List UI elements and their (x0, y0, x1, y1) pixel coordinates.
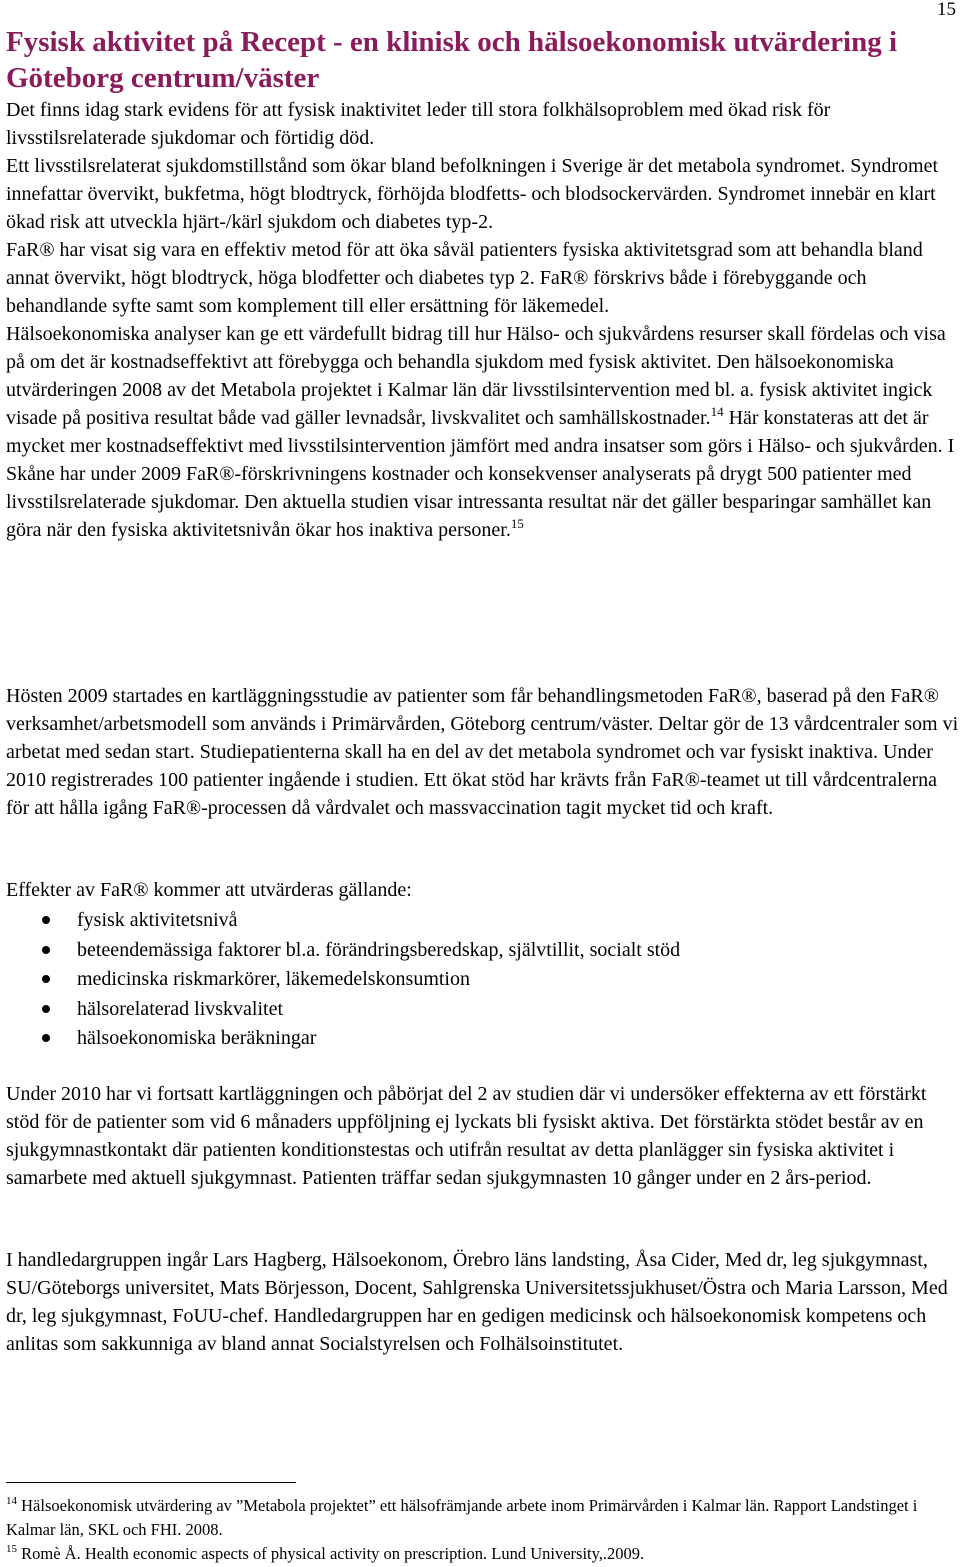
footnote-ref-15[interactable]: 15 (510, 516, 524, 531)
page-number: 15 (937, 0, 956, 20)
list-item-text: fysisk aktivitetsnivå (77, 909, 238, 931)
effects-list (0, 906, 960, 1054)
paragraph-far-method: FaR® har visat sig vara en effektiv metod för att öka såväl patienters fysiska aktivitetsgrad som att behandla bland annat övervikt, högt blodtryck, höga blodfetter och diabetes typ 2. FaR® förskrivs både i förebyggande och behandlande syfte samt som komplement till eller ersättning för läkemedel. (6, 239, 923, 317)
footnote-text: Romè Å. Health economic aspects of physical activity on prescription. Lund University,.2009. (17, 1544, 645, 1563)
list-item-text: beteendemässiga faktorer bl.a. förändringsberedskap, självtillit, socialt stöd (77, 938, 681, 961)
footnote-14 (6, 1494, 960, 1542)
page-title: Fysisk aktivitet på Recept - en klinisk och hälsoekonomisk utvärdering i Göteborg centrum/väster (6, 26, 898, 94)
list-item (0, 965, 960, 995)
paragraph-evidence: Det finns idag stark evidens för att fysisk inaktivitet leder till stora folkhälsoproblem med ökad risk för livsstilsrelaterade sjukdomar och förtidig död. (6, 99, 831, 149)
footnote-number: 15 (6, 1543, 17, 1555)
paragraph-study-2009: Hösten 2009 startades en kartläggningsstudie av patienter som får behandlingsmetoden FaR®, baserad på den FaR® verksamhet/arbetsmodell som används i Primärvården, Göteborg centrum/väster. Deltar gör de 13 vårdcentraler som vi arbetat med sedan start. Studiepatienterna skall ha en del av det metabola syndromet och var fysiskt inaktiva. Under 2010 registrerades 100 patienter ingående i studien. Ett ökat stöd har krävts från FaR®-teamet ut till vårdcentralerna för att hålla igång FaR®-processen då vårdvalet och massvaccination tagit mycket tid och kraft. (6, 685, 959, 819)
paragraph-health-economics (6, 320, 960, 544)
health-economics-text-a: Hälsoekonomiska analyser kan ge ett värdefullt bidrag till hur Hälso- och sjukvårdens resurser skall fördelas och visa på om det är kostnadseffektivt att förebygga och behandla sjukdom med fysisk aktivitet. Den hälsoekonomiska utvärderingen 2008 av det Metabola projektet i Kalmar län där livsstilsintervention med bl. a. fysisk aktivitet ingick visade på positiva resultat både vad gäller levnadsår, livskvalitet och samhällskostnader. (6, 323, 946, 429)
effects-intro: Effekter av FaR® kommer att utvärderas gällande: (6, 879, 412, 901)
footnotes (6, 1494, 960, 1566)
paragraph-metabolic-syndrome: Ett livsstilsrelaterat sjukdomstillstånd som ökar bland befolkningen i Sverige är det metabola syndromet. Syndromet innefattar övervikt, bukfetma, högt blodtryck, förhöjda blodfetts- och blodsockervärden. Syndromet innebär en klart ökad risk att utveckla hjärt-/kärl sjukdom och diabetes typ-2. (6, 155, 939, 233)
bullet-icon (42, 1034, 50, 1042)
health-economics-text-b: Här konstateras att det är mycket mer kostnadseffektivt med livsstilsintervention jämfört med andra insatser som görs i Hälso- och sjukvården. I Skåne har under 2009 FaR®-förskrivningens kostnader och konsekvenser analyserats på drygt 500 patienter med livsstilsrelaterade sjukdomar. Den aktuella studien visar intressanta resultat när det gäller besparingar samhället kan göra när den fysiska aktivitetsnivån ökar hos inaktiva personer. (6, 407, 955, 541)
footnote-text: Hälsoekonomisk utvärdering av ”Metabola projektet” ett hälsofrämjande arbete inom Primärvården i Kalmar län. Rapport Landstinget i Kalmar län, SKL och FHI. 2008. (6, 1496, 918, 1539)
list-item (0, 995, 960, 1025)
bullet-icon (42, 1005, 50, 1013)
bullet-icon (42, 916, 50, 924)
footnote-15 (6, 1542, 960, 1566)
footnote-divider (6, 1482, 296, 1483)
footnote-ref-14[interactable]: 14 (710, 404, 724, 419)
list-item (0, 936, 960, 966)
bullet-icon (42, 975, 50, 983)
list-item-text: medicinska riskmarkörer, läkemedelskonsumtion (77, 968, 470, 990)
list-item (0, 1024, 960, 1054)
intro-section (6, 96, 960, 544)
footnote-number: 14 (6, 1495, 17, 1507)
bullet-icon (42, 946, 50, 954)
list-item-text: hälsorelaterad livskvalitet (77, 997, 284, 1020)
list-item (0, 906, 960, 936)
paragraph-supervisor-group: I handledargruppen ingår Lars Hagberg, Hälsoekonom, Örebro läns landsting, Åsa Cider, Med dr, leg sjukgymnast, SU/Göteborgs universitet, Mats Börjesson, Docent, Sahlgrenska Universitetssjukhuset/Östra och Maria Larsson, Med dr, leg sjukgymnast, FoUU-chef. Handledargruppen har en gedigen medicinsk och hälsoekonomisk kompetens och anlitas som sakkunniga av bland annat Socialstyrelsen och Folhälsoinstitutet. (6, 1249, 948, 1355)
list-item-text: hälsoekonomiska beräkningar (77, 1027, 317, 1049)
paragraph-study-2010: Under 2010 har vi fortsatt kartläggningen och påbörjat del 2 av studien där vi undersöker effekterna av ett förstärkt stöd för de patienter som vid 6 månaders uppföljning ej lyckats bli fysiskt aktiva. Det förstärkta stödet består av en sjukgymnastkontakt där patienten konditionstestas och utifrån resultat av detta planlägger sin fysiska aktivitet i samarbete med aktuell sjukgymnast. Patienten träffar sedan sjukgymnasten 10 gånger under en 2 års-period. (6, 1083, 927, 1189)
